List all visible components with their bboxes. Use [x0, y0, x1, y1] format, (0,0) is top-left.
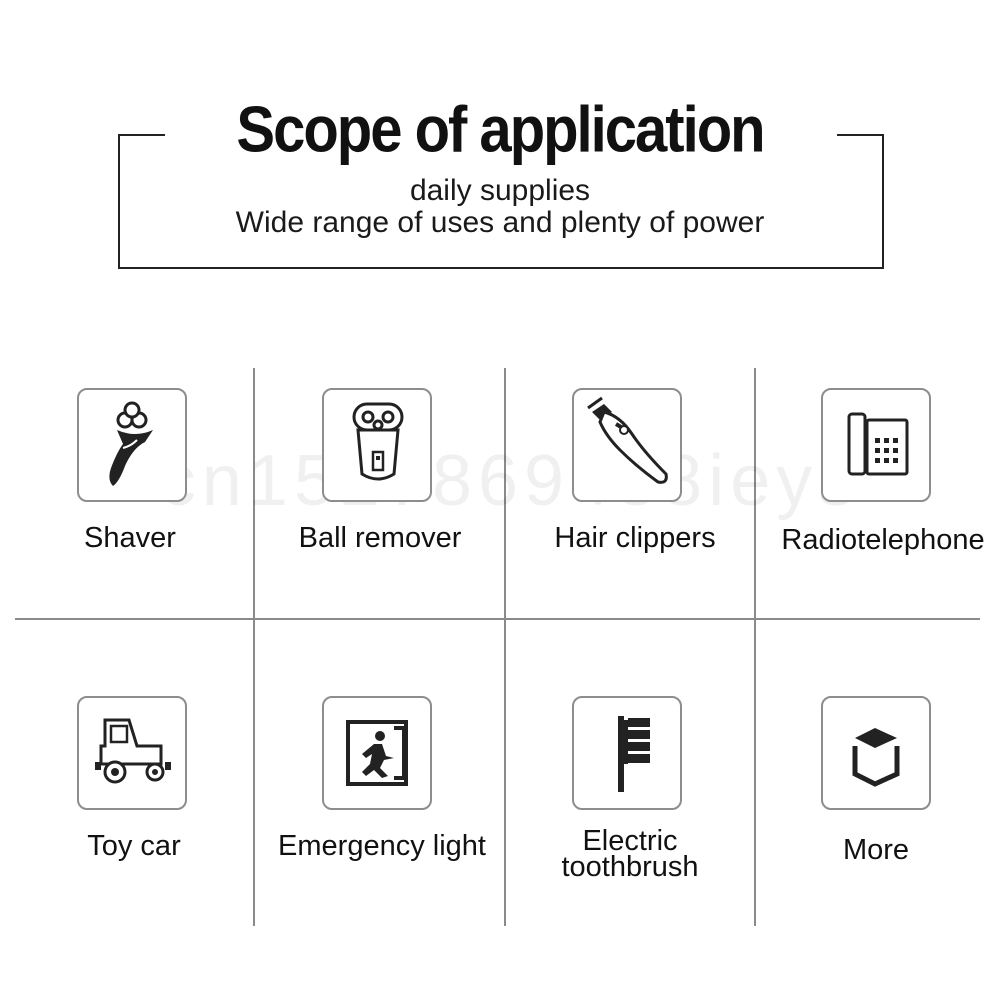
item-label: Shaver	[84, 522, 176, 554]
toy-car-tile	[77, 696, 187, 810]
emergency-light-tile	[322, 696, 432, 810]
item-label: Toy car	[87, 830, 181, 862]
hair-clipper-tile	[572, 388, 682, 502]
item-label: More	[842, 834, 910, 866]
subtitle-line-1: daily supplies	[409, 174, 591, 207]
hair-clipper-icon	[574, 390, 680, 500]
item-label-multiline	[530, 825, 730, 883]
toy-car-icon	[79, 698, 185, 808]
shaver-icon	[79, 390, 185, 500]
grid-divider-vertical	[754, 368, 756, 926]
item-label: Ball remover	[298, 522, 462, 554]
subtitle-line-2: Wide range of uses and plenty of power	[235, 206, 765, 239]
item-label-line-1: Electric	[582, 825, 678, 857]
grid-divider-vertical	[253, 368, 255, 926]
shaver-tile	[77, 388, 187, 502]
grid-divider-vertical	[504, 368, 506, 926]
grid-divider-horizontal	[15, 618, 980, 620]
toothbrush-tile	[572, 696, 682, 810]
ball-remover-icon	[324, 390, 430, 500]
toothbrush-icon	[574, 698, 680, 808]
telephone-icon	[823, 390, 929, 500]
item-label: Hair clippers	[554, 522, 716, 554]
emergency-exit-icon	[324, 698, 430, 808]
watermark: cn1527869488ieys	[159, 441, 861, 521]
page-title: Scope of application	[236, 93, 764, 166]
item-label: Radiotelephone	[781, 524, 985, 556]
item-label-line-2: toothbrush	[561, 851, 699, 883]
item-label: Emergency light	[278, 830, 486, 862]
ball-remover-tile	[322, 388, 432, 502]
cube-icon	[823, 698, 929, 808]
more-tile	[821, 696, 931, 810]
telephone-tile	[821, 388, 931, 502]
